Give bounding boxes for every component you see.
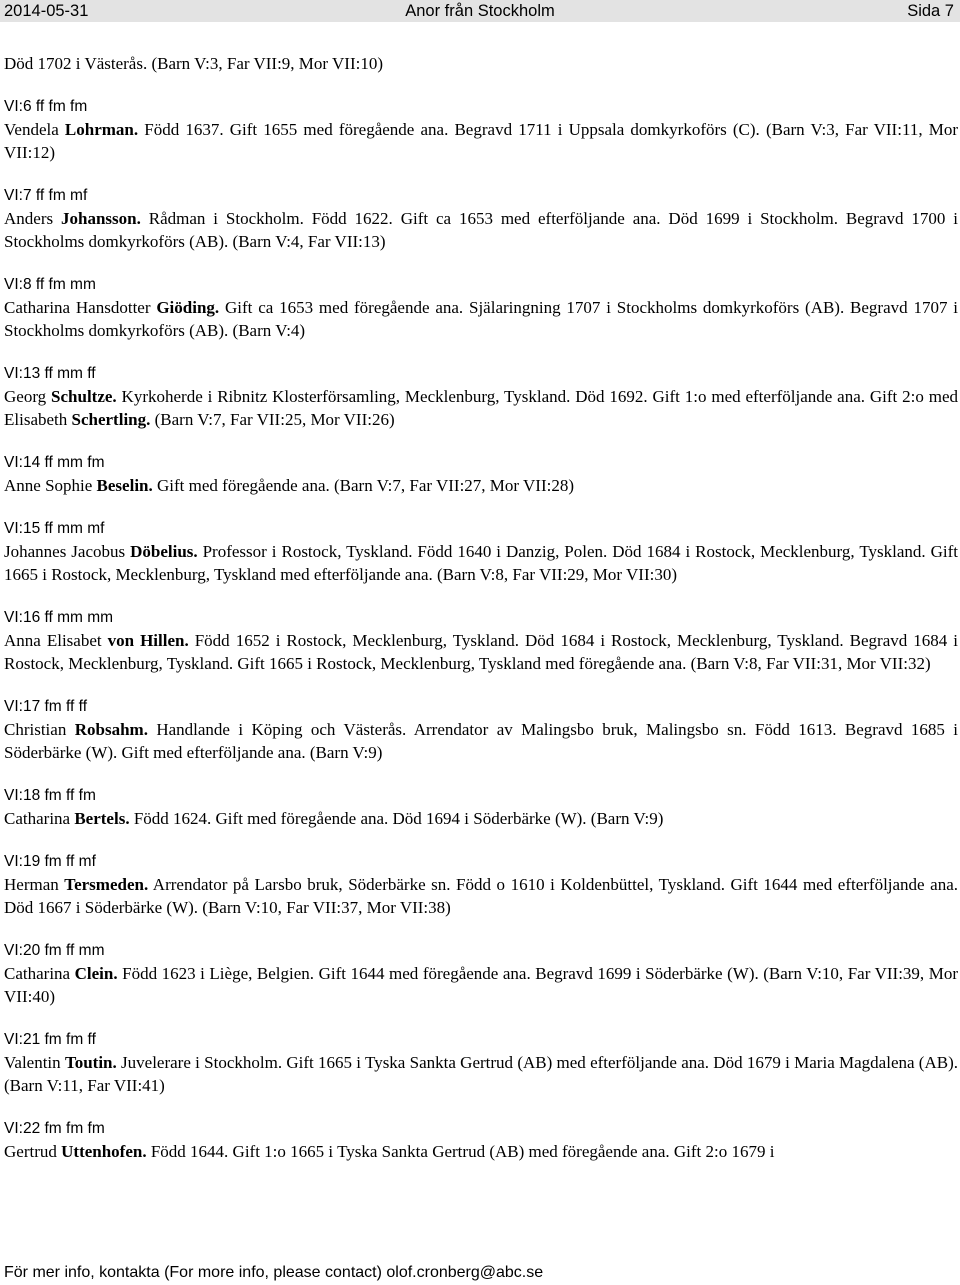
surname: Tersmeden.: [64, 875, 149, 894]
entry-reference: VI:16 ff mm mm: [4, 609, 114, 626]
entry-text: [4, 296, 958, 342]
entry-reference: VI:15 ff mm mf: [4, 520, 105, 537]
given-name: Vendela: [4, 120, 65, 139]
surname: Robsahm.: [74, 720, 148, 739]
surname: Döbelius.: [130, 542, 198, 561]
entry-reference: VI:20 fm ff mm: [4, 942, 105, 959]
surname: Schultze.: [51, 387, 117, 406]
entry-details: Kyrkoherde i Ribnitz Klosterförsamling, Mecklenburg, Tyskland. Död 1692. Gift 1:o med efterföljande ana. Gift 2:o med Elisabeth: [4, 387, 958, 429]
entry-reference: VI:7 ff fm mf: [4, 187, 88, 204]
ancestor-entry: [4, 785, 958, 830]
ancestor-entry: [4, 1118, 958, 1163]
entry-details: Gift ca 1653 med föregående ana. Själaringning 1707 i Stockholms domkyrkoförs (AB). Begravd 1707 i Stockholms domkyrkoförs (AB). (Barn V:4): [4, 298, 958, 340]
given-name: Catharina: [4, 809, 75, 828]
entry-reference: VI:22 fm fm fm: [4, 1120, 105, 1137]
entry-details: Juvelerare i Stockholm. Gift 1665 i Tyska Sankta Gertrud (AB) med efterföljande ana. Död 1679 i Maria Magdalena (AB). (Barn V:11, Far VII:41): [4, 1053, 958, 1095]
ancestor-entry: [4, 851, 958, 919]
entry-details: Född 1644. Gift 1:o 1665 i Tyska Sankta Gertrud (AB) med föregående ana. Gift 2:o 1679 i: [146, 1142, 775, 1161]
page-footer: För mer info, kontakta (For more info, please contact) olof.cronberg@abc.se: [4, 1264, 544, 1281]
given-name: Georg: [4, 387, 52, 406]
surname: Johansson.: [61, 209, 141, 228]
entry-text: [4, 1140, 958, 1163]
page-header: [0, 0, 960, 22]
entry-reference: VI:14 ff mm fm: [4, 454, 105, 471]
entry-details: Gift med föregående ana. (Barn V:7, Far VII:27, Mor VII:28): [152, 476, 575, 495]
entry-reference: VI:13 ff mm ff: [4, 365, 96, 382]
entry-details: Född 1624. Gift med föregående ana. Död 1694 i Söderbärke (W). (Barn V:9): [129, 809, 664, 828]
header-title: Anor från Stockholm: [405, 2, 555, 20]
entry-details: (Barn V:7, Far VII:25, Mor VII:26): [150, 410, 395, 429]
entry-text: [4, 385, 958, 431]
surname: von Hillen.: [107, 631, 189, 650]
surname: Toutin.: [64, 1053, 117, 1072]
entry-details: Född 1637. Gift 1655 med föregående ana. Begravd 1711 i Uppsala domkyrkoförs (C). (Barn V:3, Far VII:11, Mor VII:12): [4, 120, 958, 162]
given-name: Anna Elisabet: [4, 631, 108, 650]
entry-text: [4, 1051, 958, 1097]
entry-text: [4, 207, 958, 253]
entry-text: [4, 118, 958, 164]
surname: Bertels.: [74, 809, 130, 828]
entry-details: Arrendator på Larsbo bruk, Söderbärke sn. Född o 1610 i Koldenbüttel, Tyskland. Gift 1644 med efterföljande ana. Död 1667 i Söderbärke (W). (Barn V:10, Far VII:37, Mor VII:38): [4, 875, 958, 917]
given-name: Herman: [4, 875, 65, 894]
entry-text: [4, 962, 958, 1008]
ancestor-entry: [4, 696, 958, 764]
header-page-number: Sida 7: [907, 2, 954, 20]
ancestor-entry: [4, 452, 958, 497]
header-date: 2014-05-31: [4, 2, 89, 20]
ancestor-entry: [4, 185, 958, 253]
given-name: Catharina: [4, 964, 75, 983]
given-name: Valentin: [4, 1053, 65, 1072]
entry-text: [4, 629, 958, 675]
entry-reference: VI:21 fm fm ff: [4, 1031, 96, 1048]
entry-reference: VI:17 fm ff ff: [4, 698, 87, 715]
entry-details: Född 1623 i Liège, Belgien. Gift 1644 med föregående ana. Begravd 1699 i Söderbärke (W). (Barn V:10, Far VII:39, Mor VII:40): [4, 964, 958, 1006]
ancestor-entry: [4, 607, 958, 675]
entry-reference: VI:19 fm ff mf: [4, 853, 96, 870]
document-body: [4, 52, 958, 1163]
entry-details: Handlande i Köping och Västerås. Arrendator av Malingsbo bruk, Malingsbo sn. Född 1613. Begravd 1685 i Söderbärke (W). Gift med efterföljande ana. (Barn V:9): [4, 720, 958, 762]
ancestor-entry: [4, 274, 958, 342]
entry-reference: VI:18 fm ff fm: [4, 787, 96, 804]
ancestor-entries: [4, 96, 958, 1163]
entry-text: [4, 718, 958, 764]
ancestor-entry: [4, 363, 958, 431]
ancestor-entry: [4, 96, 958, 164]
entry-text: [4, 540, 958, 586]
entry-reference: VI:8 ff fm mm: [4, 276, 96, 293]
given-name: Anders: [4, 209, 61, 228]
surname: Lohrman.: [64, 120, 139, 139]
given-name: Johannes Jacobus: [4, 542, 131, 561]
surname: Schertling.: [71, 410, 151, 429]
surname: Giöding.: [156, 298, 220, 317]
entry-text: [4, 807, 958, 830]
given-name: Anne Sophie: [4, 476, 97, 495]
surname: Beselin.: [96, 476, 153, 495]
entry-details: Född 1652 i Rostock, Mecklenburg, Tyskland. Död 1684 i Rostock, Mecklenburg, Tyskland. Begravd 1684 i Rostock, Mecklenburg, Tyskland. Gift 1665 i Rostock, Mecklenburg, Tyskland med föregående ana. (Barn V:8, Far VII:31, Mor VII:32): [4, 631, 958, 673]
given-name: Catharina Hansdotter: [4, 298, 157, 317]
surname: Uttenhofen.: [61, 1142, 147, 1161]
surname: Clein.: [74, 964, 118, 983]
given-name: Christian: [4, 720, 75, 739]
entry-text: [4, 873, 958, 919]
continued-entry-text: Död 1702 i Västerås. (Barn V:3, Far VII:9, Mor VII:10): [4, 54, 383, 73]
entry-reference: VI:6 ff fm fm: [4, 98, 88, 115]
ancestor-entry: [4, 1029, 958, 1097]
entry-text: [4, 474, 958, 497]
ancestor-entry: [4, 940, 958, 1008]
ancestor-entry: [4, 518, 958, 586]
entry-details: Professor i Rostock, Tyskland. Född 1640 i Danzig, Polen. Död 1684 i Rostock, Mecklenburg, Tyskland. Gift 1665 i Rostock, Mecklenburg, Tyskland med efterföljande ana. (Barn V:8, Far VII:29, Mor VII:30): [4, 542, 959, 584]
given-name: Gertrud: [4, 1142, 62, 1161]
entry-details: Rådman i Stockholm. Född 1622. Gift ca 1653 med efterföljande ana. Död 1699 i Stockholm. Begravd 1700 i Stockholms domkyrkoförs (AB). (Barn V:4, Far VII:13): [4, 209, 958, 251]
